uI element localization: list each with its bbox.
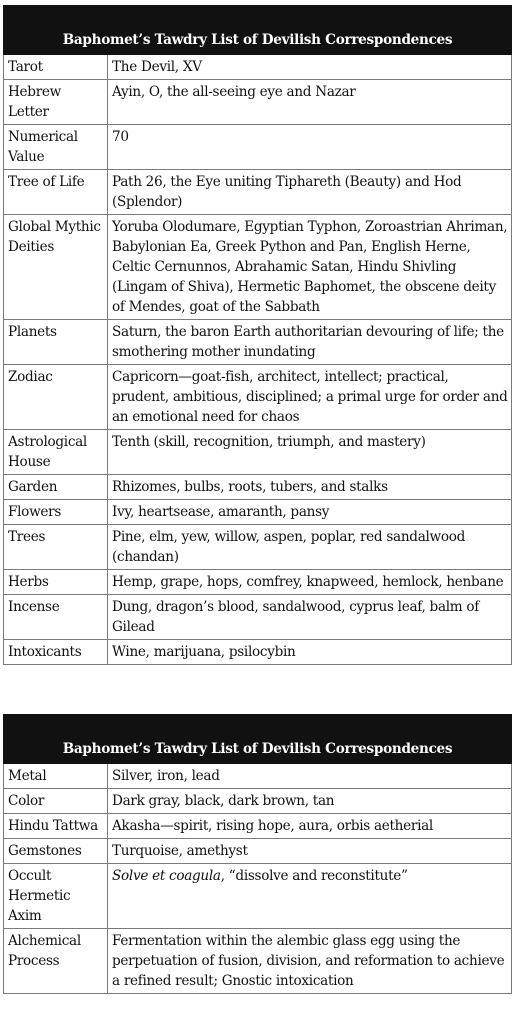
row-value: Saturn, the baron Earth authoritarian devouring of life; the smothering mother inundating <box>108 320 512 365</box>
row-key: Incense <box>4 595 108 640</box>
row-key: Flowers <box>4 500 108 525</box>
table-row <box>4 430 512 475</box>
table-row <box>4 570 512 595</box>
row-value: Pine, elm, yew, willow, aspen, poplar, red sandalwood (chandan) <box>108 525 512 570</box>
row-value: Dark gray, black, dark brown, tan <box>108 789 512 814</box>
row-value: Dung, dragon’s blood, sandalwood, cyprus leaf, balm of Gilead <box>108 595 512 640</box>
table-row <box>4 500 512 525</box>
row-value: Tenth (skill, recognition, triumph, and mastery) <box>108 430 512 475</box>
row-key: Herbs <box>4 570 108 595</box>
table-row <box>4 125 512 170</box>
table-row <box>4 320 512 365</box>
table-row <box>4 814 512 839</box>
table-row <box>4 595 512 640</box>
row-value: Yoruba Olodumare, Egyptian Typhon, Zoroastrian Ahriman, Babylonian Ea, Greek Python and Pan, English Herne, Celtic Cernunnos, Abrahamic Satan, Hindu Shivling (Lingam of Shiva), Hermetic Baphomet, the obscene deity of Mendes, goat of the Sabbath <box>108 215 512 320</box>
row-key: Astrological House <box>4 430 108 475</box>
phrase-translation: , “dissolve and reconstitute” <box>220 868 408 884</box>
row-key: Hindu Tattwa <box>4 814 108 839</box>
row-key: Alchemical Process <box>4 929 108 994</box>
row-key: Planets <box>4 320 108 365</box>
row-key: Numerical Value <box>4 125 108 170</box>
table-2-title: Baphomet’s Tawdry List of Devilish Correspondences <box>4 715 512 764</box>
table-row <box>4 789 512 814</box>
row-value: Ayin, O, the all-seeing eye and Nazar <box>108 80 512 125</box>
row-value: Capricorn—goat-fish, architect, intellect; practical, prudent, ambitious, disciplined; a primal urge for order and an emotional need for chaos <box>108 365 512 430</box>
table-row <box>4 170 512 215</box>
row-value: Path 26, the Eye uniting Tiphareth (Beauty) and Hod (Splendor) <box>108 170 512 215</box>
row-value: Turquoise, amethyst <box>108 839 512 864</box>
row-key: Global Mythic Deities <box>4 215 108 320</box>
row-key: Trees <box>4 525 108 570</box>
row-value: Akasha—spirit, rising hope, aura, orbis aetherial <box>108 814 512 839</box>
row-key: Zodiac <box>4 365 108 430</box>
table-row <box>4 764 512 789</box>
table-row <box>4 80 512 125</box>
row-value: Silver, iron, lead <box>108 764 512 789</box>
row-key: Metal <box>4 764 108 789</box>
row-value: Fermentation within the alembic glass egg using the perpetuation of fusion, division, and reformation to achieve a refined result; Gnostic intoxication <box>108 929 512 994</box>
table-1-title: Baphomet’s Tawdry List of Devilish Correspondences <box>4 6 512 55</box>
table-row <box>4 525 512 570</box>
row-value: Rhizomes, bulbs, roots, tubers, and stalks <box>108 475 512 500</box>
table-row <box>4 864 512 929</box>
table-row <box>4 640 512 665</box>
table-row <box>4 365 512 430</box>
row-key: Color <box>4 789 108 814</box>
table-row <box>4 215 512 320</box>
row-value: The Devil, XV <box>108 55 512 80</box>
row-key: Occult Hermetic Axim <box>4 864 108 929</box>
row-value <box>108 864 512 929</box>
row-value: Hemp, grape, hops, comfrey, knapweed, hemlock, henbane <box>108 570 512 595</box>
correspondences-table-2 <box>3 714 512 994</box>
table-row <box>4 839 512 864</box>
row-value: Ivy, heartsease, amaranth, pansy <box>108 500 512 525</box>
table-row <box>4 929 512 994</box>
table-row <box>4 475 512 500</box>
table-row <box>4 55 512 80</box>
row-value: Wine, marijuana, psilocybin <box>108 640 512 665</box>
latin-phrase: Solve et coagula <box>112 868 221 884</box>
row-key: Garden <box>4 475 108 500</box>
row-value: 70 <box>108 125 512 170</box>
row-key: Gemstones <box>4 839 108 864</box>
row-key: Intoxicants <box>4 640 108 665</box>
row-key: Tree of Life <box>4 170 108 215</box>
row-key: Hebrew Letter <box>4 80 108 125</box>
correspondences-table-1 <box>3 5 512 665</box>
row-key: Tarot <box>4 55 108 80</box>
